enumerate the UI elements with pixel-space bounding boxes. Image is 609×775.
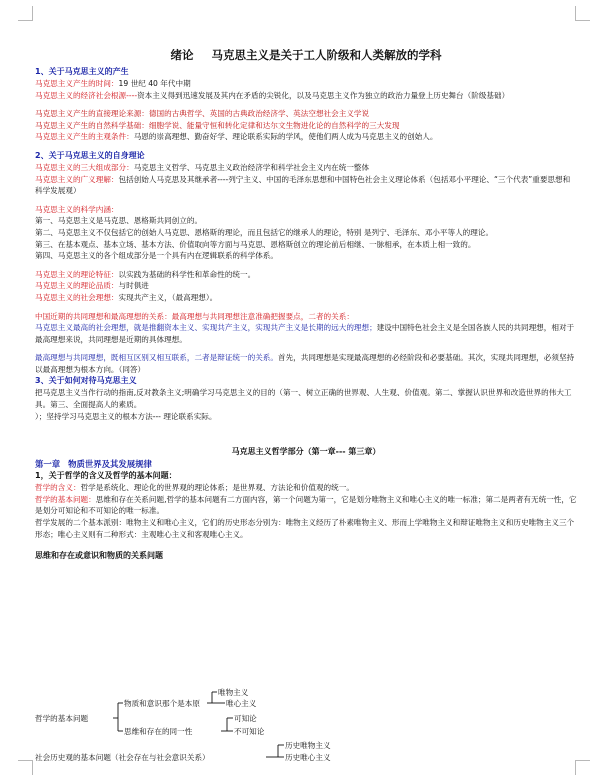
philosophy-question-heading: 1，关于哲学的含义及哲学的基本问题： [35,471,177,481]
section-1-heading: 1、关于马克思主义的产生 [35,67,129,76]
attitude-text-2: ）；坚持学习马克思主义的根本方法--- 理论联系实际。 [35,411,217,421]
list-item: 第四、马克思主义的各个组成部分是一个具有内在逻辑联系的科学体系。 [35,251,278,261]
philosophy-meaning: 哲学的含义：哲学是系统化、理论化的世界观的理论体系；是世界观、方法论和价值观的统一。 [35,483,354,493]
diagram-historical-materialism: 历史唯物主义 [285,741,331,750]
origin-theory: 马克思主义产生的直接理论来源：德国的古典哲学、英国的古典政治经济学、英法空想社会主义学说 [35,109,370,119]
origin-econ: 马克思主义的经济社会根源----资本主义得到迅速发展及其内在矛盾的尖锐化，以及马克思主义作为独立的政治力量登上历史舞台（阶级基础） [35,90,510,100]
section-2-heading: 2、关于马克思主义的自身理论 [35,150,145,160]
diagram-unknowable: 不可知论 [234,727,265,736]
diagram-knowable: 可知论 [234,714,257,723]
list-item: 第一、马克思主义是马克思、恩格斯共同创立的。 [35,216,203,226]
title-chapter: 绪论 [170,48,194,62]
ideal-relation-heading: 中国近期的共同理想和最高理想的关系：最高理想与共同理想注意准确把握要点，二者的关系： [35,311,354,321]
philosophy-part-heading: 马克思主义哲学部分（第一章--- 第三章） [231,447,381,457]
scientific-connotation-label: 马克思主义的科学内涵： [35,204,119,214]
ideal-distinction-text: 最高理想与共同理想，既相互区别又相互联系，二者是辩证统一的关系。首先，共同理想是实现最高理想的必经阶段和必要基础。其次，实现共同理想，必须坚持以最高理想为根本方向。（同答） [35,353,575,374]
list-item: 第二、马克思主义不仅包括它的创始人马克思、恩格斯的理论，而且包括它的继承人的理论，特别 是列宁、毛泽东、邓小平等人的理论。 [35,227,494,237]
attitude-text: 把马克思主义当作行动的指南,反对教条主义;明确学习马克思主义的目的（第一、树立正确的世界观、人生观、价值观。第二、掌握认识世界和改造世界的伟大工具。第三、全面提高人的素质。 [35,388,572,410]
basic-question: 哲学的基本问题：思维和存在关系问题,哲学的基本问题有二方面内容，第一个问题为第一，它是划分唯物主义和唯心主义的唯一标准；第二是两者有无统一性，它是划分可知论和不可知论的唯一标准。 [35,494,577,516]
diagram-history-root: 社会历史观的基本问题（社会存在与社会意识关系） [35,753,210,762]
origin-nature: 马克思主义产生的自然科学基础：细胞学说、能量守恒和转化定律和达尔文生物进化论的自然科学的三大发现 [35,120,400,130]
diagram-root: 哲学的基本问题 [35,714,89,723]
title-text: 马克思主义是关于工人阶级和人类解放的学科 [211,48,442,62]
chapter-heading: 第一章 物质世界及其发展规律 [35,459,152,470]
list-item: 第三、在基本观点、基本立场、基本方法、价值取向等方面与马克思、恩格斯创立的理论前后相继、一脉相承，在本质上相一致的。 [35,239,476,249]
broad-understanding: 马克思主义的广义理解：包括创始人马克思及其继承者----列宁主义、中国的毛泽东思想和中国特色社会主义理论体系（包括邓小平理论、“三个代表”重要思想和科学发展观） [35,174,571,196]
diagram-branch-identity: 思维和存在的同一性 [124,727,193,736]
diagram-idealism: 唯心主义 [226,699,257,708]
diagram-materialism: 唯物主义 [218,688,249,697]
origin-founder: 马克思主义产生的主观条件：马恩的崇高理想、勤奋好学、理论联系实际的学风，使他们两人成为马克思主义的创始人。 [35,132,438,142]
section-3-heading: 3、关于如何对待马克思主义 [35,376,137,386]
theory-quality: 马克思主义的理论品质：与时俱进 [35,281,149,291]
diagram-historical-idealism: 历史唯心主义 [285,753,331,762]
ideal-relation-text: 马克思主义最高的社会理想，就是推翻资本主义、实现共产主义，实现共产主义是长期的远大的理想；建设中国特色社会主义是全国各族人民的共同理想，相对于最高理想来说，共同理想是近期的具体理想。 [35,323,575,344]
diagram-heading: 思维和存在或意识和物质的关系问题 [35,551,163,561]
philosophy-schools: 哲学发展的二个基本派别：唯物主义和唯心主义，它们的历史形态分别为：唯物主义经历了朴素唯物主义、形而上学唯物主义和辩证唯物主义和历史唯物主义三个形态；唯心主义则有二种形式：主观唯心主义和客观唯心主义。 [35,518,575,539]
diagram-branch-origin: 物质和意识那个是本原 [124,699,200,708]
social-ideal: 马克思主义的社会理想：实现共产主义，（最高理想）。 [35,292,218,302]
theory-feature: 马克思主义的理论特征：以实践为基础的科学性和革命性的统一。 [35,269,256,279]
origin-time: 马克思主义产生的时间：19 世纪 40 年代中期 [35,79,191,88]
three-parts: 马克思主义的三大组成部分：马克思主义哲学、马克思主义政治经济学和科学社会主义内在统一整体 [35,162,370,172]
